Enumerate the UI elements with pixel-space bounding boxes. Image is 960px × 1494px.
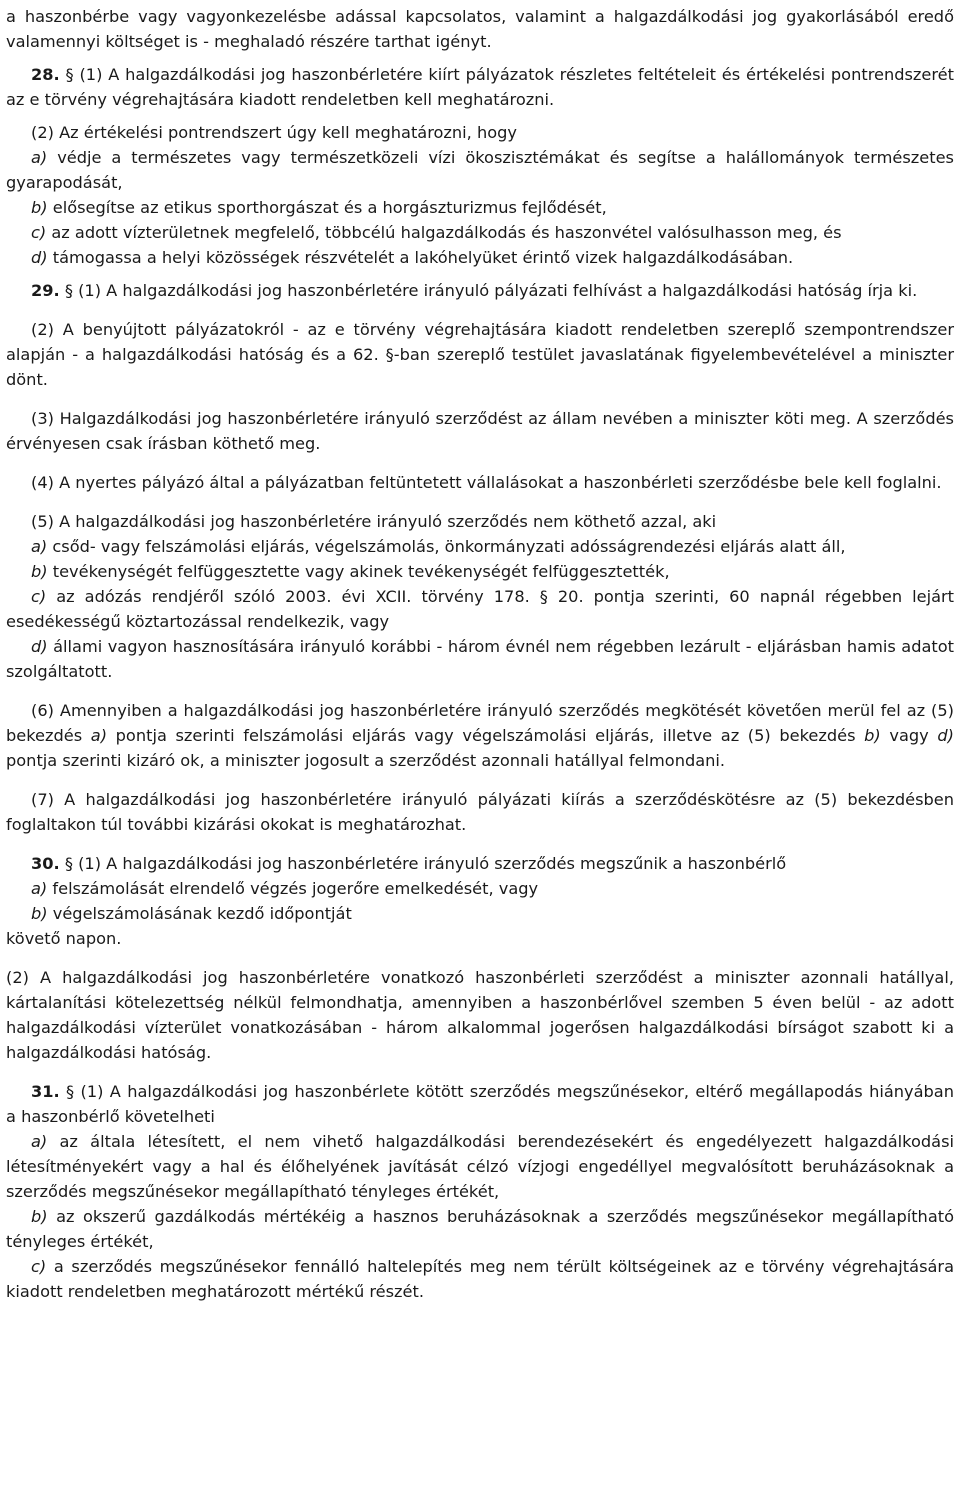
subsection [6,406,954,456]
item-text: az okszerű gazdálkodás mértékéig a hasznos beruházásoknak a szerződés megszűnésekor megállapítható tényleges értékét, [6,1207,954,1251]
item-text: az adott vízterületnek megfelelő, többcélú halgazdálkodás és haszonvétel valósulhasson meg, és [51,223,842,242]
section-number: 28. [31,65,60,84]
paragraph-text: (2) A benyújtott pályázatokról - az e törvény végrehajtására kiadott rendeletben szereplő szempontrendszer alapján - a halgazdálkodási hatóság és a 62. §-ban szereplő testület javaslatának figyelembevételével a miniszter dönt. [6,320,954,389]
paragraph-text: (1) A halgazdálkodási jog haszonbérlete kötött szerződés megszűnésekor, eltérő megállapodás hiányában a haszonbérlő követelheti [6,1082,954,1126]
subsection [6,698,954,773]
subsection [6,120,954,145]
paragraph-text: vagy [889,726,929,745]
list-item [6,1254,954,1304]
list-item [6,195,954,220]
item-text: tevékenységét felfüggesztette vagy akinek tevékenységét felfüggesztették, [52,562,670,581]
item-label: c) [31,1257,47,1276]
subsection [6,317,954,392]
paragraph-continuation [6,4,954,54]
item-label: a) [90,726,108,745]
item-label: c) [31,587,47,606]
section-number: 31. [31,1082,60,1101]
subsection [6,787,954,837]
paragraph-text: (2) Az értékelési pontrendszert úgy kell meghatározni, hogy [31,123,517,142]
item-text: védje a természetes vagy természetközeli vízi ökoszisztémákat és segítse a halállományok természetes gyarapodását, [6,148,954,192]
list-item [6,559,954,584]
section-number: 29. [31,281,60,300]
item-text: elősegítse az etikus sporthorgászat és a horgászturizmus fejlődését, [52,198,607,217]
item-text: felszámolását elrendelő végzés jogerőre emelkedését, vagy [52,879,539,898]
list-item [6,901,954,926]
list-item [6,876,954,901]
paragraph-text: (1) A halgazdálkodási jog haszonbérletére irányuló szerződés megszűnik a haszonbérlő [78,854,787,873]
section-number: 30. [31,854,60,873]
paragraph-text: pontja szerinti felszámolási eljárás vagy végelszámolási eljárás, illetve az (5) bekezdés [115,726,856,745]
item-label: b) [31,562,48,581]
paragraph-text: (1) A halgazdálkodási jog haszonbérletére irányuló pályázati felhívást a halgazdálkodási hatóság írja ki. [78,281,918,300]
list-item [6,245,954,270]
list-item [6,1204,954,1254]
section-28 [6,62,954,112]
item-text: csőd- vagy felszámolási eljárás, végelszámolás, önkormányzati adósságrendezési eljárás alatt áll, [52,537,846,556]
section-symbol: § [66,1082,75,1101]
item-label: b) [864,726,881,745]
section-29 [6,278,954,303]
item-text: az adózás rendjéről szóló 2003. évi XCII. törvény 178. § 20. pontja szerinti, 60 napnál régebben lejárt esedékességű köztartozással rendelkezik, vagy [6,587,954,631]
item-text: támogassa a helyi közösségek részvételét a lakóhelyüket érintő vizek halgazdálkodásában. [52,248,794,267]
list-item [6,584,954,634]
section-symbol: § [65,65,74,84]
paragraph-text: (3) Halgazdálkodási jog haszonbérletére irányuló szerződést az állam nevében a miniszter köti meg. A szerződés érvényesen csak írásban köthető meg. [6,409,954,453]
section-symbol: § [64,854,73,873]
list-item [6,220,954,245]
item-text: az általa létesített, el nem vihető halgazdálkodási berendezésekért és engedélyezett halgazdálkodási létesítményekért vagy a hal és élőhelyének javítását célzó vízjogi engedéllyel megvalósított beruházásoknak a szerződés megszűnésekor megállapítható tényleges értékét, [6,1132,955,1201]
paragraph-text: (6) Amennyiben a halgazdálkodási jog haszonbérletére irányuló szerződés megkötését követően merül fel az (5) bekezdés [6,701,954,745]
subsection [6,509,954,534]
paragraph-text: (4) A nyertes pályázó által a pályázatban feltüntetett vállalásokat a haszonbérleti szerződésbe bele kell foglalni. [31,473,942,492]
paragraph-text: (7) A halgazdálkodási jog haszonbérletére irányuló pályázati kiírás a szerződéskötésre az (5) bekezdésben foglaltakon túl további kizárási okokat is meghatározhat. [6,790,954,834]
item-text: a szerződés megszűnésekor fennálló haltelepítés meg nem térült költségeinek az e törvény végrehajtására kiadott rendeletben meghatározott mértékű részét. [6,1257,954,1301]
section-symbol: § [64,281,73,300]
list-item [6,145,954,195]
paragraph-text: (5) A halgazdálkodási jog haszonbérletére irányuló szerződés nem köthető azzal, aki [31,512,717,531]
item-label: a) [31,148,48,167]
subsection [6,965,954,1065]
subsection [6,470,954,495]
item-text: végelszámolásának kezdő időpontját [52,904,352,923]
paragraph-tail-dot: . [116,929,122,948]
item-label: d) [31,637,48,656]
list-item [6,1129,954,1204]
item-label: d) [937,726,954,745]
item-label: a) [31,537,48,556]
paragraph-tail [6,926,954,951]
list-item [6,534,954,559]
paragraph-text: követő napon [6,929,117,948]
item-text: állami vagyon hasznosítására irányuló korábbi - három évnél nem régebben lezárult - eljárásban hamis adatot szolgáltatott. [6,637,954,681]
paragraph-text: (2) A halgazdálkodási jog haszonbérletére vonatkozó haszonbérleti szerződést a miniszter azonnali hatállyal, kártalanítási kötelezettség nélkül felmondhatja, amennyiben a haszonbérlővel szemben 5 éven belül - az adott halgazdálkodási vízterület vonatkozásában - három alkalommal jogerősen halgazdálkodási bírságot szabott ki a halgazdálkodási hatóság. [6,968,954,1062]
item-label: a) [31,1132,48,1151]
paragraph-text: a haszonbérbe vagy vagyonkezelésbe adással kapcsolatos, valamint a halgazdálkodási jog gyakorlásából eredő valamennyi költséget is - meghaladó részére tarthat igényt. [6,7,954,51]
item-label: d) [31,248,48,267]
item-label: a) [31,879,48,898]
paragraph-text: (1) A halgazdálkodási jog haszonbérletére kiírt pályázatok részletes feltételeit és értékelési pontrendszerét az e törvény végrehajtására kiadott rendeletben kell meghatározni. [6,65,954,109]
section-31 [6,1079,954,1129]
list-item [6,634,954,684]
item-label: c) [31,223,47,242]
item-label: b) [31,198,48,217]
paragraph-text: pontja szerinti kizáró ok, a miniszter jogosult a szerződést azonnali hatállyal felmondani. [6,751,726,770]
item-label: b) [31,1207,48,1226]
section-30 [6,851,954,876]
item-label: b) [31,904,48,923]
